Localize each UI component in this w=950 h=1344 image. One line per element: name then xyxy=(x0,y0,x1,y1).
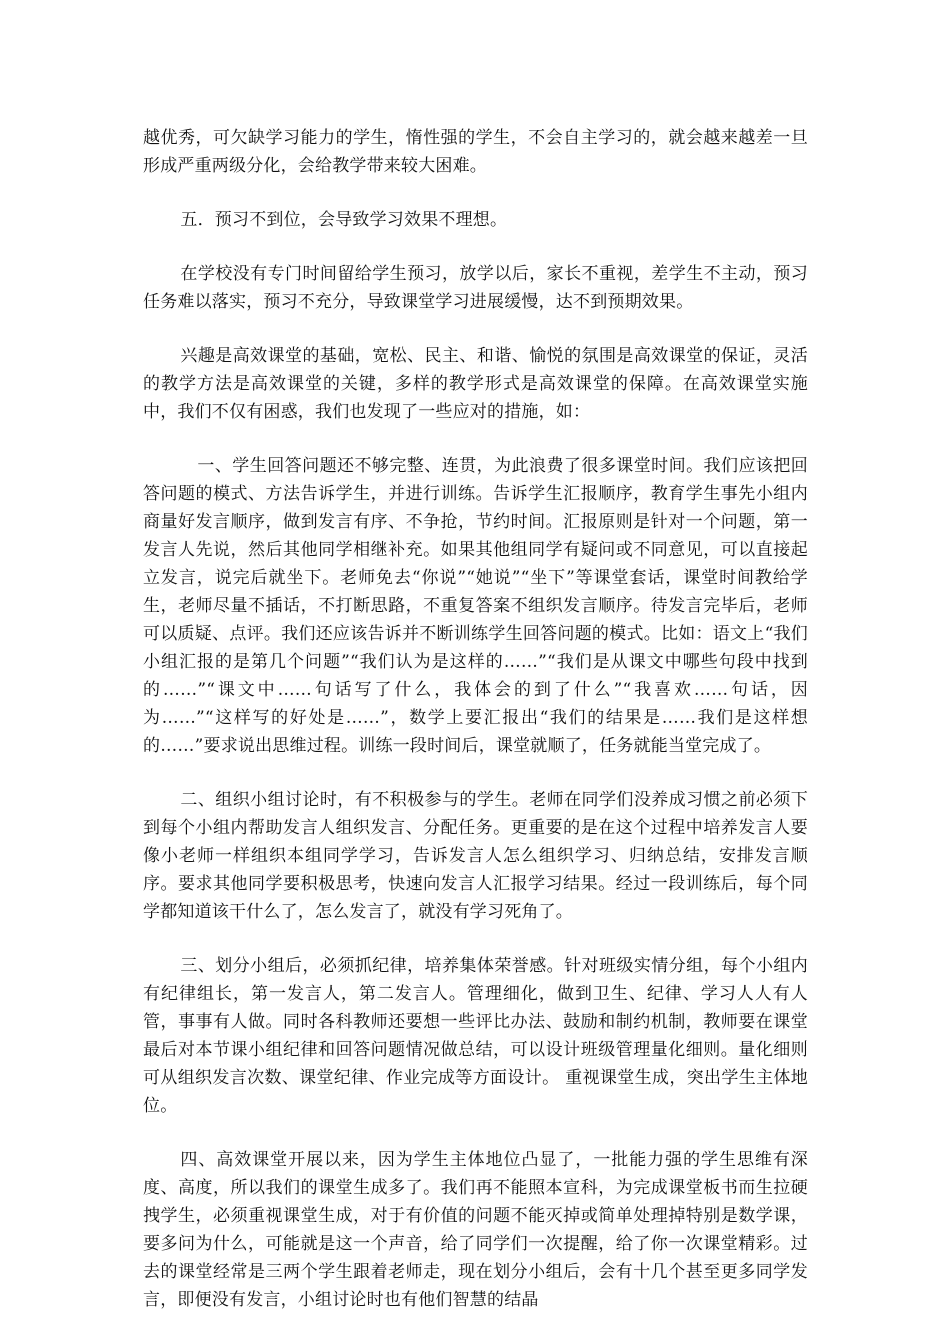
document-body xyxy=(143,124,808,1340)
paragraph-measure-two: 二、组织小组讨论时，有不积极参与的学生。老师在同学们没养成习惯之前必须下到每个小组内帮助发言人组织发言、分配任务。更重要的是在这个过程中培养发言人要像小老师一样组织本组同学学习，告诉发言人怎么组织学习、归纳总结，安排发言顺序。要求其他同学要积极思考，快速向发言人汇报学习结果。经过一段训练后，每个同学都知道该干什么了，怎么发言了，就没有学习死角了。 xyxy=(143,790,808,922)
paragraph-preview-issue: 在学校没有专门时间留给学生预习，放学以后，家长不重视，差学生不主动，预习任务难以落实，预习不充分，导致课堂学习进展缓慢，达不到预期效果。 xyxy=(143,264,808,312)
paragraph-interest-intro: 兴趣是高效课堂的基础，宽松、民主、和谐、愉悦的氛围是高效课堂的保证，灵活的教学方法是高效课堂的关键，多样的教学形式是高效课堂的保障。在高效课堂实施中，我们不仅有困惑，我们也发现了一些应对的措施，如： xyxy=(143,346,808,422)
paragraph-measure-three: 三、划分小组后，必须抓纪律，培养集体荣誉感。针对班级实情分组，每个小组内有纪律组长，第一发言人，第二发言人。管理细化，做到卫生、纪律、学习人人有人管，事事有人做。同时各科教师还要想一些评比办法、鼓励和制约机制，教师要在课堂最后对本节课小组纪律和回答问题情况做总结，可以设计班级管理量化细则。量化细则可从组织发言次数、课堂纪律、作业完成等方面设计。 重视课堂生成，突出学生主体地位。 xyxy=(143,956,808,1116)
section-heading-five: 五．预习不到位，会导致学习效果不理想。 xyxy=(180,210,508,230)
paragraph-measure-four: 四、高效课堂开展以来，因为学生主体地位凸显了，一批能力强的学生思维有深度、高度，所以我们的课堂生成多了。我们再不能照本宣科，为完成课堂板书而生拉硬拽学生，必须重视课堂生成，对于有价值的问题不能灭掉或简单处理掉特别是数学课，要多问为什么，可能就是这一个声音，给了同学们一次提醒，给了你一次课堂精彩。过去的课堂经常是三两个学生跟着老师走，现在划分小组后，会有十几个甚至更多同学发言，即便没有发言，小组讨论时也有他们智慧的结晶 xyxy=(143,1150,808,1310)
paragraph-measure-one: 一、学生回答问题还不够完整、连贯，为此浪费了很多课堂时间。我们应该把回答问题的模式、方法告诉学生，并进行训练。告诉学生汇报顺序，教育学生事先小组内商量好发言顺序，做到发言有序、不争抢，节约时间。汇报原则是针对一个问题，第一发言人先说，然后其他同学相继补充。如果其他组同学有疑问或不同意见，可以直接起立发言，说完后就坐下。老师免去“你说”“她说”“坐下”等课堂套话，课堂时间教给学生，老师尽量不插话，不打断思路，不重复答案不组织发言顺序。待发言完毕后，老师可以质疑、点评。我们还应该告诉并不断训练学生回答问题的模式。比如：语文上“我们小组汇报的是第几个问题”“我们认为是这样的……”“我们是从课文中哪些句段中找到的……”“课文中……句话写了什么，我体会的到了什么”“我喜欢……句话，因为……”“这样写的好处是……”，数学上要汇报出“我们的结果是……我们是这样想的……”要求说出思维过程。训练一段时间后，课堂就顺了，任务就能当堂完成了。 xyxy=(143,456,808,756)
paragraph-continuation: 越优秀，可欠缺学习能力的学生，惰性强的学生，不会自主学习的，就会越来越差一旦形成严重两级分化，会给教学带来较大困难。 xyxy=(143,128,808,176)
